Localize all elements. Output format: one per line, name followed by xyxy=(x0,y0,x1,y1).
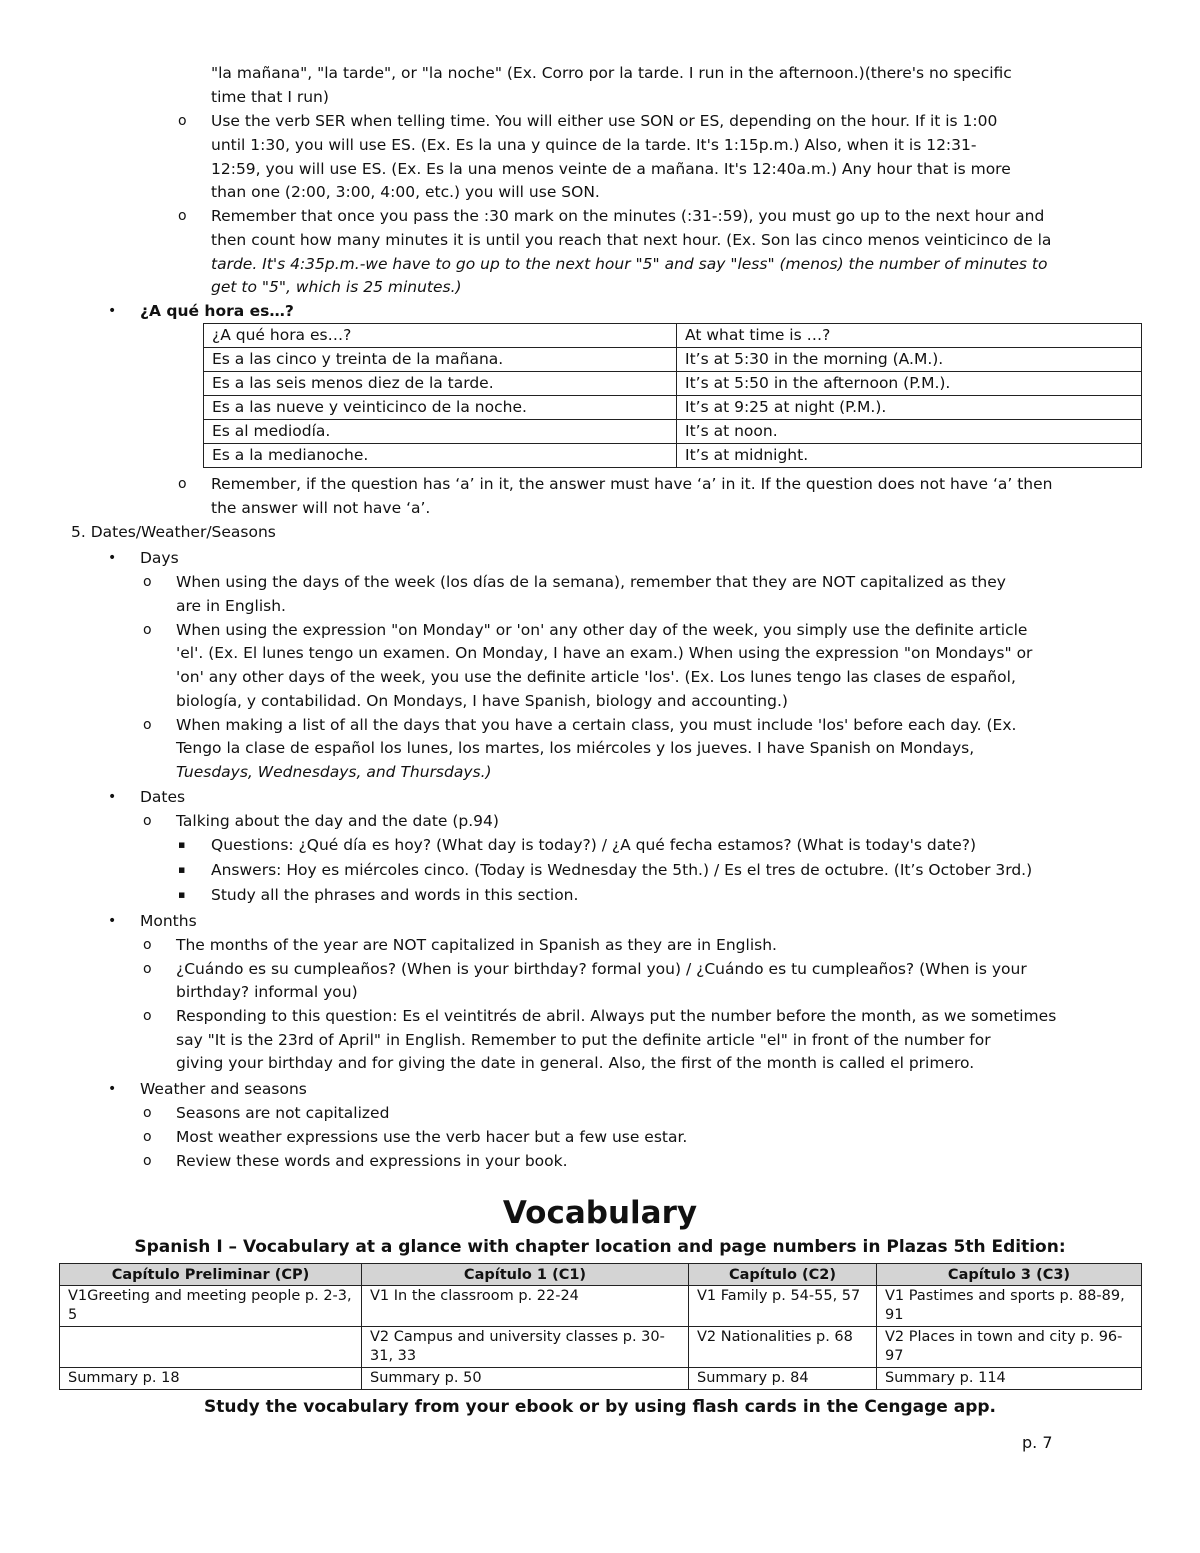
column-header: Capítulo Preliminar (CP) xyxy=(60,1264,362,1286)
table-header-row xyxy=(60,1264,1142,1286)
text-line: then count how many minutes it is until you reach that next hour. (Ex. Son las cinco menos veinticinco de la xyxy=(211,231,1052,249)
text-line: The months of the year are NOT capitalized in Spanish as they are in English. xyxy=(176,936,777,954)
circle-bullet-icon: o xyxy=(143,1153,152,1169)
table-cell: V2 Nationalities p. 68 xyxy=(689,1327,877,1368)
dot-bullet-icon: • xyxy=(108,913,117,929)
table-cell: V1Greeting and meeting people p. 2-3, 5 xyxy=(60,1286,362,1327)
text-line: Tengo la clase de español los lunes, los martes, los miércoles y los jueves. I have Spanish on Mondays, xyxy=(176,739,975,757)
time-table xyxy=(203,323,1142,468)
vocabulary-subtitle: Spanish I – Vocabulary at a glance with chapter location and page numbers in Plazas 5th Edition: xyxy=(134,1237,1066,1257)
dot-bullet-icon: • xyxy=(108,1081,117,1097)
table-cell: Es al mediodía. xyxy=(204,420,677,444)
text-line: Questions: ¿Qué día es hoy? (What day is today?) / ¿A qué fecha estamos? (What is today's date?) xyxy=(211,836,977,854)
section-heading: 5. Dates/Weather/Seasons xyxy=(71,523,276,541)
table-cell: Summary p. 84 xyxy=(689,1368,877,1390)
text-line: Answers: Hoy es miércoles cinco. (Today is Wednesday the 5th.) / Es el tres de octubre. (It’s October 3rd.) xyxy=(211,861,1033,879)
text-line: Tuesdays, Wednesdays, and Thursdays.) xyxy=(176,763,492,781)
page-number: p. 7 xyxy=(1022,1433,1053,1452)
table-row xyxy=(204,444,1142,468)
table-cell: V1 Pastimes and sports p. 88-89, 91 xyxy=(877,1286,1142,1327)
dot-bullet-icon: • xyxy=(108,550,117,566)
table-cell: It’s at noon. xyxy=(677,420,1142,444)
table-row xyxy=(60,1327,1142,1368)
text-line: "la mañana", "la tarde", or "la noche" (Ex. Corro por la tarde. I run in the afternoon.)(there's no specific xyxy=(211,64,1012,82)
circle-bullet-icon: o xyxy=(143,1105,152,1121)
table-cell: It’s at 9:25 at night (P.M.). xyxy=(677,396,1142,420)
text-line: Seasons are not capitalized xyxy=(176,1104,390,1122)
text-line: Talking about the day and the date (p.94) xyxy=(176,812,499,830)
text-line: the answer will not have ‘a’. xyxy=(211,499,431,517)
table-cell: Es a las seis menos diez de la tarde. xyxy=(204,372,677,396)
text-line: 'el'. (Ex. El lunes tengo un examen. On Monday, I have an exam.) When using the expression "on Mondays" or xyxy=(176,644,1033,662)
text-line: until 1:30, you will use ES. (Ex. Es la una y quince de la tarde. It's 1:15p.m.) Also, when it is 12:31- xyxy=(211,136,977,154)
text-line: birthday? informal you) xyxy=(176,983,358,1001)
table-cell: V2 Places in town and city p. 96-97 xyxy=(877,1327,1142,1368)
table-row xyxy=(204,348,1142,372)
square-bullet-icon: ▪ xyxy=(178,838,186,851)
table-cell: Summary p. 50 xyxy=(362,1368,689,1390)
table-cell: V1 In the classroom p. 22-24 xyxy=(362,1286,689,1327)
vocabulary-footer: Study the vocabulary from your ebook or by using flash cards in the Cengage app. xyxy=(203,1397,997,1417)
vocabulary-table xyxy=(59,1263,1142,1390)
text-line: biología, y contabilidad. On Mondays, I have Spanish, biology and accounting.) xyxy=(176,692,788,710)
table-row xyxy=(204,420,1142,444)
column-header: Capítulo 3 (C3) xyxy=(877,1264,1142,1286)
circle-bullet-icon: o xyxy=(178,476,187,492)
square-bullet-icon: ▪ xyxy=(178,863,186,876)
circle-bullet-icon: o xyxy=(143,574,152,590)
text-line: Most weather expressions use the verb hacer but a few use estar. xyxy=(176,1128,688,1146)
square-bullet-icon: ▪ xyxy=(178,888,186,901)
table-cell: Es a las cinco y treinta de la mañana. xyxy=(204,348,677,372)
circle-bullet-icon: o xyxy=(143,1008,152,1024)
table-cell: It’s at 5:30 in the morning (A.M.). xyxy=(677,348,1142,372)
table-cell: Summary p. 114 xyxy=(877,1368,1142,1390)
circle-bullet-icon: o xyxy=(143,937,152,953)
dot-bullet-icon: • xyxy=(108,789,117,805)
table-row xyxy=(60,1286,1142,1327)
text-line: When using the expression "on Monday" or 'on' any other day of the week, you simply use the definite article xyxy=(176,621,1028,639)
circle-bullet-icon: o xyxy=(143,961,152,977)
text-line: get to "5", which is 25 minutes.) xyxy=(211,278,462,296)
text-line: Use the verb SER when telling time. You will either use SON or ES, depending on the hour. If it is 1:00 xyxy=(211,112,998,130)
text-line: say "It is the 23rd of April" in English. Remember to put the definite article "el" in front of the number for xyxy=(176,1031,991,1049)
table-cell: It’s at 5:50 in the afternoon (P.M.). xyxy=(677,372,1142,396)
column-header: Capítulo (C2) xyxy=(689,1264,877,1286)
table-cell: V2 Campus and university classes p. 30-31, 33 xyxy=(362,1327,689,1368)
text-line: are in English. xyxy=(176,597,286,615)
text-line: When making a list of all the days that you have a certain class, you must include 'los' before each day. (Ex. xyxy=(176,716,1017,734)
subsection-heading: Weather and seasons xyxy=(140,1080,307,1098)
subsection-heading: Dates xyxy=(140,788,186,806)
section-heading: ¿A qué hora es…? xyxy=(140,302,294,320)
circle-bullet-icon: o xyxy=(143,622,152,638)
table-cell xyxy=(60,1327,362,1368)
text-line: than one (2:00, 3:00, 4:00, etc.) you will use SON. xyxy=(211,183,600,201)
table-cell: ¿A qué hora es…? xyxy=(204,324,677,348)
subsection-heading: Months xyxy=(140,912,197,930)
text-line: Review these words and expressions in your book. xyxy=(176,1152,568,1170)
circle-bullet-icon: o xyxy=(143,1129,152,1145)
vocabulary-heading: Vocabulary xyxy=(502,1195,698,1231)
circle-bullet-icon: o xyxy=(178,113,187,129)
text-line: tarde. It's 4:35p.m.-we have to go up to the next hour "5" and say "less" (menos) the number of minutes to xyxy=(211,255,1048,273)
table-row xyxy=(60,1368,1142,1390)
column-header: Capítulo 1 (C1) xyxy=(362,1264,689,1286)
table-cell: Summary p. 18 xyxy=(60,1368,362,1390)
table-row xyxy=(204,324,1142,348)
table-cell: It’s at midnight. xyxy=(677,444,1142,468)
text-line: Remember that once you pass the :30 mark on the minutes (:31-:59), you must go up to the next hour and xyxy=(211,207,1045,225)
text-line: giving your birthday and for giving the date in general. Also, the first of the month is called el primero. xyxy=(176,1054,975,1072)
text-line: Responding to this question: Es el veintitrés de abril. Always put the number before the month, as we sometimes xyxy=(176,1007,1057,1025)
text-line: Remember, if the question has ‘a’ in it, the answer must have ‘a’ in it. If the question does not have ‘a’ then xyxy=(211,475,1053,493)
subsection-heading: Days xyxy=(140,549,179,567)
table-cell: Es a las nueve y veinticinco de la noche. xyxy=(204,396,677,420)
text-line: 12:59, you will use ES. (Ex. Es la una menos veinte de a mañana. It's 12:40a.m.) Any hour that is more xyxy=(211,160,1011,178)
table-row xyxy=(204,396,1142,420)
table-cell: Es a la medianoche. xyxy=(204,444,677,468)
dot-bullet-icon: • xyxy=(108,303,117,319)
text-line: 'on' any other days of the week, you use the definite article 'los'. (Ex. Los lunes tengo las clases de español, xyxy=(176,668,1016,686)
text-line: ¿Cuándo es su cumpleaños? (When is your birthday? formal you) / ¿Cuándo es tu cumpleaños? (When is your xyxy=(176,960,1027,978)
circle-bullet-icon: o xyxy=(143,717,152,733)
table-row xyxy=(204,372,1142,396)
text-line: Study all the phrases and words in this section. xyxy=(211,886,579,904)
table-cell: At what time is …? xyxy=(677,324,1142,348)
text-line: time that I run) xyxy=(211,88,329,106)
circle-bullet-icon: o xyxy=(178,208,187,224)
table-cell: V1 Family p. 54-55, 57 xyxy=(689,1286,877,1327)
text-line: When using the days of the week (los días de la semana), remember that they are NOT capitalized as they xyxy=(176,573,1006,591)
circle-bullet-icon: o xyxy=(143,813,152,829)
